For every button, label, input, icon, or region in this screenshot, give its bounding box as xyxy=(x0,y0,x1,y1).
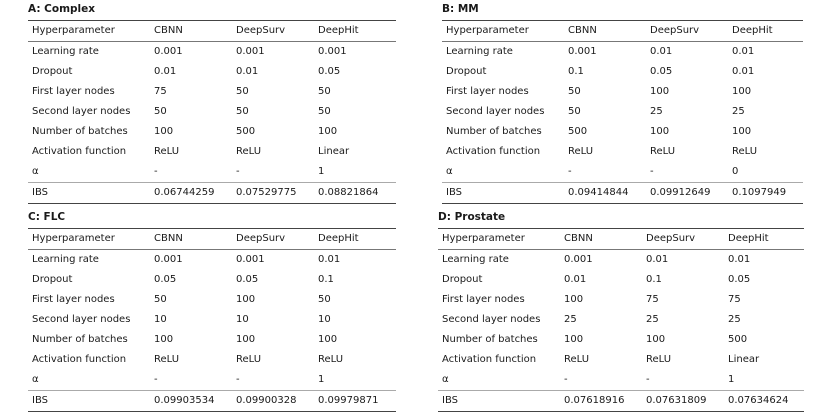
table-cell: 0.01 xyxy=(732,46,755,57)
row-label: α xyxy=(32,166,39,177)
ibs-value: 0.06744259 xyxy=(150,183,232,204)
column-header: CBNN xyxy=(150,21,232,42)
table-cell: ReLU xyxy=(236,354,262,365)
table-cell: Linear xyxy=(318,146,350,157)
row-label: First layer nodes xyxy=(32,86,115,97)
table-cell: 0.05 xyxy=(728,274,751,285)
column-header: DeepSurv xyxy=(232,21,314,42)
table-cell: 500 xyxy=(568,126,588,137)
table-cell: 100 xyxy=(564,334,584,345)
ibs-value: 0.09903534 xyxy=(150,391,232,412)
table-cell: 100 xyxy=(236,294,256,305)
row-label: Dropout xyxy=(446,66,487,77)
table-cell: - xyxy=(564,374,568,385)
row-label: Activation function xyxy=(442,354,537,365)
table-cell: 0.05 xyxy=(318,66,341,77)
ibs-value: 0.1097949 xyxy=(728,183,803,204)
hyperparameter-table xyxy=(28,228,396,412)
table-cell: 1 xyxy=(318,166,325,177)
table-cell: 100 xyxy=(154,126,174,137)
row-label: Second layer nodes xyxy=(32,314,131,325)
table-cell: 0.001 xyxy=(564,254,593,265)
table-row xyxy=(28,350,396,370)
table-cell: - xyxy=(650,166,654,177)
table-row xyxy=(28,42,396,63)
table-cell: ReLU xyxy=(732,146,758,157)
panel-complex xyxy=(28,3,396,204)
header-row xyxy=(28,229,396,250)
table-cell: 0.1 xyxy=(318,274,334,285)
table-cell: 0.05 xyxy=(236,274,259,285)
table-cell: ReLU xyxy=(154,146,180,157)
column-header: DeepSurv xyxy=(642,229,724,250)
column-header: Hyperparameter xyxy=(28,21,150,42)
column-header: CBNN xyxy=(564,21,646,42)
table-cell: 0.05 xyxy=(154,274,177,285)
table-cell: ReLU xyxy=(318,354,344,365)
table-cell: - xyxy=(236,166,240,177)
header-row xyxy=(442,21,803,42)
table-cell: 25 xyxy=(650,106,663,117)
row-label: Activation function xyxy=(32,146,127,157)
table-cell: 25 xyxy=(732,106,745,117)
table-cell: 10 xyxy=(318,314,331,325)
table-row xyxy=(438,310,804,330)
table-cell: 0.01 xyxy=(318,254,341,265)
table-cell: 50 xyxy=(568,86,581,97)
row-label: Second layer nodes xyxy=(446,106,545,117)
table-row xyxy=(28,62,396,82)
table-row xyxy=(28,142,396,162)
hyperparameter-table xyxy=(28,20,396,204)
table-cell: 50 xyxy=(318,294,331,305)
table-row xyxy=(28,290,396,310)
row-label: Number of batches xyxy=(442,334,538,345)
table-cell: - xyxy=(154,166,158,177)
row-label: Dropout xyxy=(32,66,73,77)
table-cell: - xyxy=(236,374,240,385)
row-label: Number of batches xyxy=(446,126,542,137)
table-cell: 1 xyxy=(318,374,325,385)
table-cell: 0.01 xyxy=(732,66,755,77)
table-cell: 25 xyxy=(564,314,577,325)
table-cell: 50 xyxy=(154,294,167,305)
row-label: IBS xyxy=(28,183,150,204)
table-cell: 25 xyxy=(728,314,741,325)
table-cell: 0.01 xyxy=(650,46,673,57)
ibs-value: 0.07618916 xyxy=(560,391,642,412)
table-row xyxy=(28,250,396,271)
table-row xyxy=(442,82,803,102)
table-cell: 500 xyxy=(236,126,256,137)
table-row xyxy=(442,42,803,63)
table-row xyxy=(442,62,803,82)
row-label: Dropout xyxy=(442,274,483,285)
column-header: DeepHit xyxy=(314,21,396,42)
table-row xyxy=(438,270,804,290)
table-cell: 0.1 xyxy=(568,66,584,77)
panel-prostate xyxy=(438,211,804,412)
table-cell: 0.001 xyxy=(236,46,265,57)
table-row xyxy=(28,270,396,290)
row-label: IBS xyxy=(28,391,150,412)
table-cell: ReLU xyxy=(154,354,180,365)
table-cell: 100 xyxy=(318,334,338,345)
table-cell: 0.01 xyxy=(728,254,751,265)
header-row xyxy=(28,21,396,42)
row-label: Second layer nodes xyxy=(32,106,131,117)
table-cell: 0.001 xyxy=(568,46,597,57)
table-cell: 100 xyxy=(564,294,584,305)
row-label: First layer nodes xyxy=(32,294,115,305)
table-cell: 0.001 xyxy=(318,46,347,57)
row-label: α xyxy=(32,374,39,385)
table-cell: 50 xyxy=(236,86,249,97)
column-header: Hyperparameter xyxy=(438,229,560,250)
table-row xyxy=(28,370,396,391)
table-cell: 75 xyxy=(728,294,741,305)
column-header: DeepHit xyxy=(314,229,396,250)
ibs-row xyxy=(28,183,396,204)
table-cell: 0.1 xyxy=(646,274,662,285)
table-cell: 0.01 xyxy=(646,254,669,265)
ibs-value: 0.07529775 xyxy=(232,183,314,204)
table-cell: - xyxy=(568,166,572,177)
table-row xyxy=(442,122,803,142)
panel-title: D: Prostate xyxy=(438,211,506,223)
table-row xyxy=(28,330,396,350)
table-row xyxy=(438,290,804,310)
table-row xyxy=(28,102,396,122)
table-cell: 100 xyxy=(318,126,338,137)
table-cell: 50 xyxy=(568,106,581,117)
column-header: DeepSurv xyxy=(232,229,314,250)
table-row xyxy=(438,350,804,370)
row-label: First layer nodes xyxy=(446,86,529,97)
table-row xyxy=(442,102,803,122)
row-label: Second layer nodes xyxy=(442,314,541,325)
table-cell: - xyxy=(646,374,650,385)
table-cell: 1 xyxy=(728,374,735,385)
table-cell: 100 xyxy=(236,334,256,345)
table-cell: 0.001 xyxy=(154,46,183,57)
table-row xyxy=(442,162,803,183)
row-label: Number of batches xyxy=(32,334,128,345)
table-cell: 100 xyxy=(650,126,670,137)
column-header: Hyperparameter xyxy=(28,229,150,250)
table-cell: 100 xyxy=(732,126,752,137)
ibs-value: 0.07634624 xyxy=(724,391,804,412)
hyperparameter-table xyxy=(442,20,803,204)
ibs-value: 0.09414844 xyxy=(564,183,646,204)
column-header: DeepHit xyxy=(728,21,803,42)
ibs-value: 0.07631809 xyxy=(642,391,724,412)
table-cell: 50 xyxy=(318,106,331,117)
column-header: DeepHit xyxy=(724,229,804,250)
panel-mm xyxy=(442,3,803,204)
table-cell: 75 xyxy=(154,86,167,97)
table-cell: 0.01 xyxy=(154,66,177,77)
table-row xyxy=(28,122,396,142)
row-label: Learning rate xyxy=(32,254,99,265)
row-label: Number of batches xyxy=(32,126,128,137)
row-label: IBS xyxy=(438,391,560,412)
table-row xyxy=(28,82,396,102)
table-cell: 0.01 xyxy=(236,66,259,77)
row-label: Learning rate xyxy=(446,46,513,57)
table-cell: 100 xyxy=(732,86,752,97)
panel-title: C: FLC xyxy=(28,211,66,223)
table-row xyxy=(442,142,803,162)
row-label: Dropout xyxy=(32,274,73,285)
table-cell: ReLU xyxy=(568,146,594,157)
table-cell: 0.05 xyxy=(650,66,673,77)
table-row xyxy=(438,330,804,350)
table-cell: 50 xyxy=(154,106,167,117)
row-label: Learning rate xyxy=(32,46,99,57)
table-cell: 100 xyxy=(154,334,174,345)
table-cell: ReLU xyxy=(646,354,672,365)
panel-title: B: MM xyxy=(442,3,479,15)
ibs-value: 0.09979871 xyxy=(314,391,396,412)
table-cell: 0 xyxy=(732,166,739,177)
table-cell: 25 xyxy=(646,314,659,325)
table-cell: - xyxy=(154,374,158,385)
row-label: Learning rate xyxy=(442,254,509,265)
row-label: Activation function xyxy=(446,146,541,157)
table-row xyxy=(438,250,804,271)
table-cell: 10 xyxy=(154,314,167,325)
table-cell: 50 xyxy=(236,106,249,117)
table-row xyxy=(28,162,396,183)
table-cell: 75 xyxy=(646,294,659,305)
row-label: α xyxy=(442,374,449,385)
row-label: IBS xyxy=(442,183,564,204)
table-row xyxy=(438,370,804,391)
table-cell: 10 xyxy=(236,314,249,325)
table-cell: 100 xyxy=(646,334,666,345)
ibs-value: 0.09900328 xyxy=(232,391,314,412)
table-cell: 50 xyxy=(318,86,331,97)
table-cell: Linear xyxy=(728,354,760,365)
panel-title: A: Complex xyxy=(28,3,96,15)
table-cell: ReLU xyxy=(650,146,676,157)
row-label: First layer nodes xyxy=(442,294,525,305)
ibs-value: 0.08821864 xyxy=(314,183,396,204)
hyperparameter-table xyxy=(438,228,804,412)
table-cell: ReLU xyxy=(236,146,262,157)
column-header: CBNN xyxy=(150,229,232,250)
table-row xyxy=(28,310,396,330)
table-cell: 0.001 xyxy=(236,254,265,265)
ibs-value: 0.09912649 xyxy=(646,183,728,204)
table-cell: 0.01 xyxy=(564,274,587,285)
column-header: CBNN xyxy=(560,229,642,250)
table-cell: ReLU xyxy=(564,354,590,365)
panel-flc xyxy=(28,211,396,412)
column-header: Hyperparameter xyxy=(442,21,564,42)
table-cell: 500 xyxy=(728,334,748,345)
ibs-row xyxy=(438,391,804,412)
table-cell: 100 xyxy=(650,86,670,97)
ibs-row xyxy=(442,183,803,204)
row-label: α xyxy=(446,166,453,177)
row-label: Activation function xyxy=(32,354,127,365)
header-row xyxy=(438,229,804,250)
column-header: DeepSurv xyxy=(646,21,728,42)
table-cell: 0.001 xyxy=(154,254,183,265)
ibs-row xyxy=(28,391,396,412)
